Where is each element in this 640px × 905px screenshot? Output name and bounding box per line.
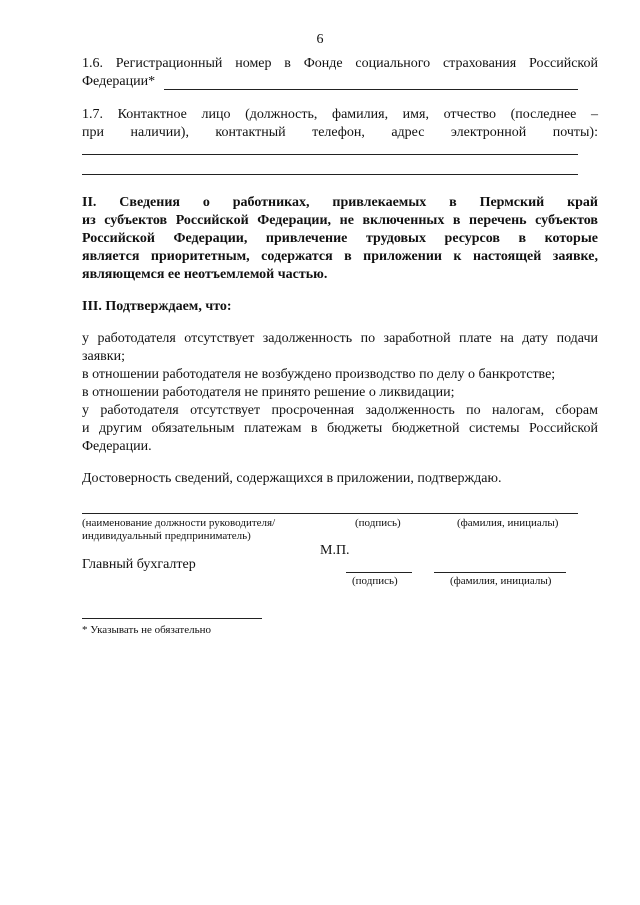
section-2-line1: II. Сведения о работниках, привлекаемых в Пермский край (82, 195, 598, 210)
item-1-7-fill-line-2 (82, 174, 578, 175)
section-3-p4-line2: и другим обязательным платежам в бюджеты бюджетной системы Российской (82, 421, 598, 436)
item-1-7-line2: при наличии), контактный телефон, адрес электронной почты): (82, 125, 598, 140)
footnote-text: * Указывать не обязательно (82, 624, 212, 636)
accountant-name-line (434, 572, 566, 573)
page-number: 6 (316, 32, 324, 47)
item-1-6-line2: Федерации* (82, 74, 156, 89)
head-signature-line (82, 513, 578, 514)
item-1-6-line1: 1.6. Регистрационный номер в Фонде социального страхования Российской (82, 56, 598, 71)
section-3-p2: в отношении работодателя не возбуждено производство по делу о банкротстве; (82, 367, 556, 382)
head-caption-line2: индивидуальный предприниматель) (82, 530, 251, 542)
section-2-line2: из субъектов Российской Федерации, не включенных в перечень субъектов (82, 213, 598, 228)
head-signature-caption: (подпись) (355, 517, 401, 529)
section-3-p3: в отношении работодателя не принято решение о ликвидации; (82, 385, 455, 400)
stamp-label: М.П. (320, 543, 350, 558)
confirmation-text: Достоверность сведений, содержащихся в приложении, подтверждаю. (82, 471, 502, 486)
accountant-signature-line (346, 572, 412, 573)
item-1-7-fill-line-1 (82, 154, 578, 155)
section-2-line3: Российской Федерации, привлечение трудовых ресурсов в которые (82, 231, 598, 246)
chief-accountant-label: Главный бухгалтер (82, 557, 196, 572)
section-3-p1-line2: заявки; (82, 349, 125, 364)
footnote-separator (82, 618, 262, 619)
section-2-line4: является приоритетным, содержатся в приложении к настоящей заявке, (82, 249, 598, 264)
head-name-caption: (фамилия, инициалы) (457, 517, 559, 529)
accountant-signature-caption: (подпись) (352, 575, 398, 587)
section-2-line5: являющемся ее неотъемлемой частью. (82, 267, 328, 282)
section-3-title: III. Подтверждаем, что: (82, 299, 232, 314)
section-3-p4-line1: у работодателя отсутствует просроченная задолженность по налогам, сборам (82, 403, 598, 418)
accountant-name-caption: (фамилия, инициалы) (450, 575, 552, 587)
section-3-p4-line3: Федерации. (82, 439, 152, 454)
head-caption-line1: (наименование должности руководителя/ (82, 517, 276, 529)
section-3-p1-line1: у работодателя отсутствует задолженность по заработной плате на дату подачи (82, 331, 598, 346)
item-1-6-fill-line (164, 89, 578, 90)
item-1-7-line1: 1.7. Контактное лицо (должность, фамилия, имя, отчество (последнее – (82, 107, 598, 122)
